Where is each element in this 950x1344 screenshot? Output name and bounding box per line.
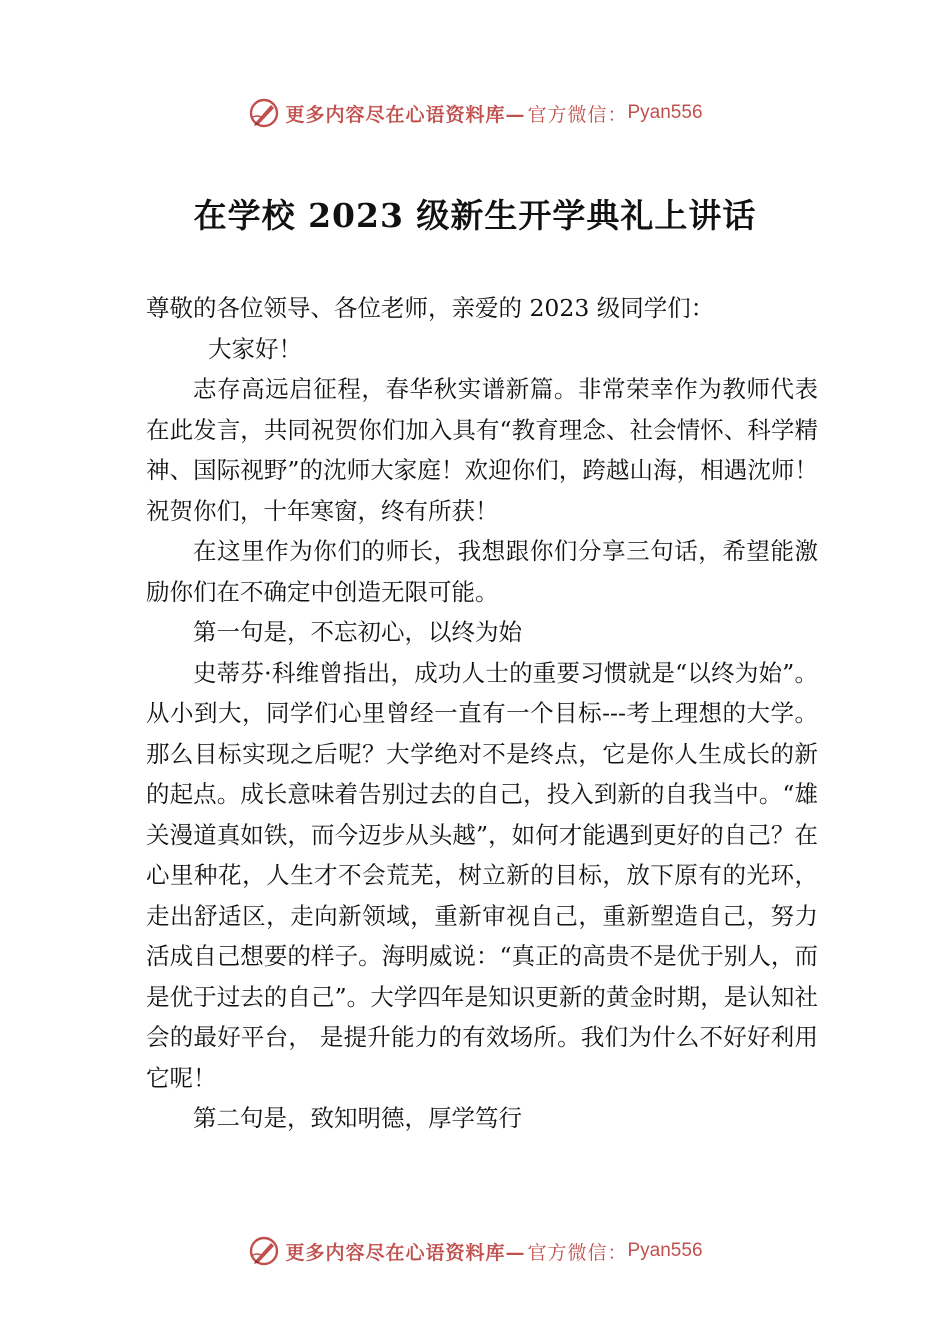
paragraph: 志存高远启征程，春华秋实谱新篇。非常荣幸作为教师代表在此发言，共同祝贺你们加入具有“教育理念、社会情怀、科学精神、国际视野”的沈师大家庭！欢迎你们，跨越山海，相遇沈师！祝贺你们，十年寒窗，终有所获！ (146, 375, 818, 525)
section-heading: 第二句是，致知明德，厚学笃行 (193, 1104, 522, 1132)
paragraph: 在这里作为你们的师长，我想跟你们分享三句话，希望能激励你们在不确定中创造无限可能。 (146, 537, 818, 606)
section-heading: 第一句是，不忘初心，以终为始 (193, 618, 522, 646)
watermark-text: 更多内容尽在心语资料库— (285, 103, 526, 126)
document-title: 在学校 2023 级新生开学典礼上讲话 (193, 196, 757, 235)
paragraph: 史蒂芬·科维曾指出，成功人士的重要习惯就是“以终为始”。从小到大，同学们心里曾经一直有一个目标---考上理想的大学。那么目标实现之后呢？大学绝对不是终点，它是你人生成长的新的起点。成长意味着告别过去的自己，投入到新的自我当中。“雄关漫道真如铁，而今迈步从头越”，如何才能遇到更好的自己？在心里种花，人生才不会荒芜，树立新的目标，放下原有的光环，走出舒适区，走向新领域，重新审视自己，重新塑造自己，努力活成自己想要的样子。海明威说：“真正的高贵不是优于别人，而是优于过去的自己”。大学四年是知识更新的黄金时期，是认知社会的最好平台， 是提升能力的有效场所。我们为什么不好好利用它呢！ (146, 658, 818, 1092)
watermark-wechat-id: Pyan556 (627, 102, 703, 123)
pen-logo-icon (247, 1234, 281, 1268)
watermark-wechat-label: 官方微信： (527, 103, 628, 126)
greeting: 大家好！ (208, 334, 302, 363)
document-body (146, 288, 818, 1139)
footer-watermark (0, 1234, 950, 1268)
watermark-text: 更多内容尽在心语资料库— (285, 1241, 526, 1264)
watermark-wechat-label: 官方微信： (527, 1241, 628, 1264)
header-watermark (0, 96, 950, 130)
watermark-wechat-id: Pyan556 (627, 1240, 703, 1261)
pen-logo-icon (247, 96, 281, 130)
salutation: 尊敬的各位领导、各位老师，亲爱的 2023 级同学们： (146, 294, 715, 322)
